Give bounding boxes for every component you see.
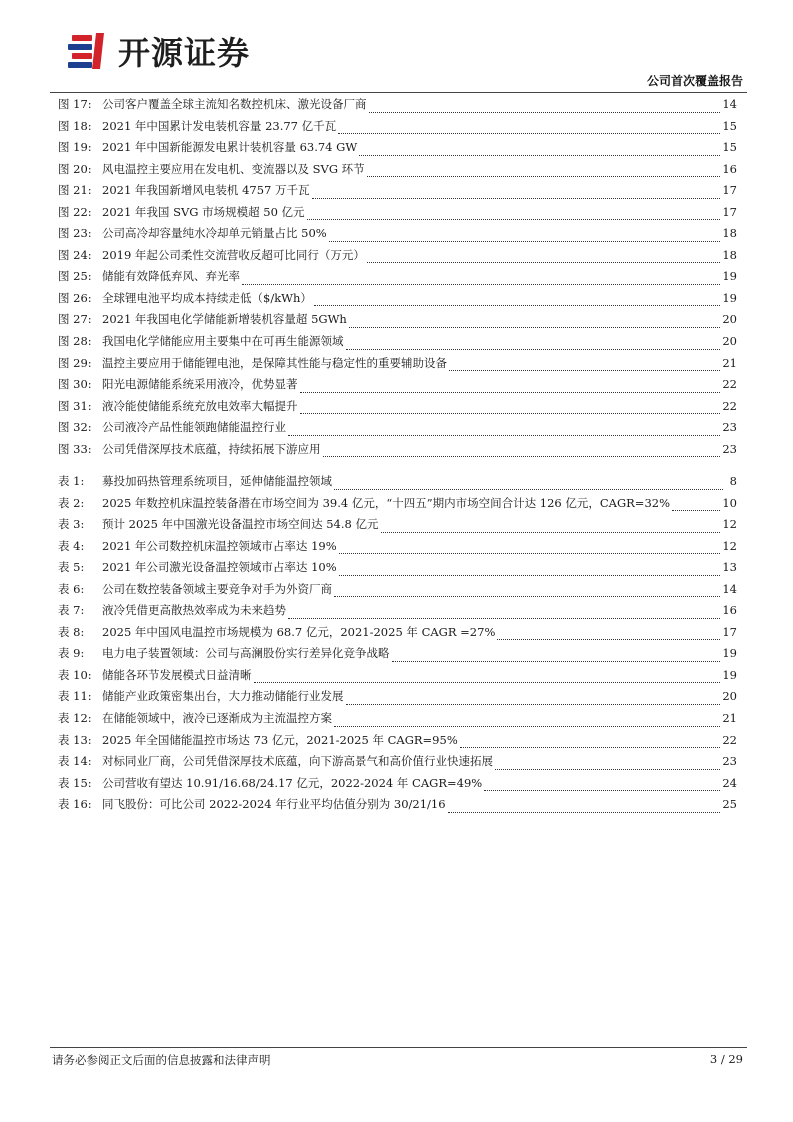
figure-entry[interactable] xyxy=(58,290,737,312)
table-entry-page: 12 xyxy=(722,538,737,553)
table-entry-label: 表 6: xyxy=(58,581,85,596)
table-entry-label: 表 14: xyxy=(58,754,92,769)
figure-entry-title: 全球锂电池平均成本持续走低（$/kWh） xyxy=(102,290,312,305)
figure-entry-title: 2021 年中国累计发电装机容量 23.77 亿千瓦 xyxy=(102,118,337,133)
table-entry-page: 22 xyxy=(722,732,737,747)
dot-leader xyxy=(392,660,721,662)
dot-leader xyxy=(497,638,720,640)
dot-leader xyxy=(672,509,720,511)
table-entry-page: 25 xyxy=(722,797,737,812)
dot-leader xyxy=(334,595,720,597)
figure-entry-page: 23 xyxy=(722,441,737,456)
table-entry-title: 预计 2025 年中国激光设备温控市场空间达 54.8 亿元 xyxy=(102,517,379,532)
figure-entry-label: 图 24: xyxy=(58,247,92,262)
dot-leader xyxy=(312,197,721,199)
figure-entry-page: 20 xyxy=(722,334,737,349)
figure-entry-page: 19 xyxy=(722,290,737,305)
brand-logo xyxy=(66,28,250,74)
table-entry-title: 公司营收有望达 10.91/16.68/24.17 亿元，2022-2024 年 CAGR=49% xyxy=(102,775,483,790)
table-entry[interactable] xyxy=(58,516,737,538)
figure-entry-title: 2021 年我国新增风电装机 4757 万千瓦 xyxy=(102,183,310,198)
table-entry-label: 表 4: xyxy=(58,538,85,553)
table-entry[interactable] xyxy=(58,645,737,667)
figure-entry[interactable] xyxy=(58,161,737,183)
table-entry-label: 表 16: xyxy=(58,797,92,812)
table-entry[interactable] xyxy=(58,559,737,581)
table-entry-label: 表 15: xyxy=(58,775,92,790)
figure-entry-label: 图 25: xyxy=(58,269,92,284)
table-entry[interactable] xyxy=(58,602,737,624)
figure-entry-page: 15 xyxy=(722,118,737,133)
header-divider xyxy=(50,92,747,93)
table-entry[interactable] xyxy=(58,796,737,818)
table-entry[interactable] xyxy=(58,732,737,754)
report-type-label: 公司首次覆盖报告 xyxy=(646,74,743,88)
dot-leader xyxy=(300,391,721,393)
brand-name: 开源证券 xyxy=(118,34,251,72)
dot-leader xyxy=(307,218,721,220)
figure-entry[interactable] xyxy=(58,376,737,398)
table-entry-page: 12 xyxy=(722,517,737,532)
figure-entry[interactable] xyxy=(58,398,737,420)
figure-entry[interactable] xyxy=(58,139,737,161)
figure-entry-title: 温控主要应用于储能锂电池，是保障其性能与稳定性的重要辅助设备 xyxy=(102,355,447,370)
table-entry-label: 表 9: xyxy=(58,646,85,661)
figure-entry-page: 17 xyxy=(722,183,737,198)
table-entry-page: 16 xyxy=(722,603,737,618)
dot-leader xyxy=(254,681,721,683)
table-entry-title: 储能产业政策密集出台，大力推动储能行业发展 xyxy=(102,689,344,704)
figure-entry[interactable] xyxy=(58,441,737,463)
table-entry-label: 表 8: xyxy=(58,624,85,639)
dot-leader xyxy=(448,811,721,813)
figure-entry[interactable] xyxy=(58,311,737,333)
dot-leader xyxy=(381,531,721,533)
dot-leader xyxy=(495,768,720,770)
footer-disclaimer: 请务必参阅正文后面的信息披露和法律声明 xyxy=(52,1053,271,1067)
table-entry-title: 2025 年中国风电温控市场规模为 68.7 亿元，2021-2025 年 CAGR =27% xyxy=(102,624,496,639)
figure-entry-title: 2021 年我国 SVG 市场规模超 50 亿元 xyxy=(102,204,305,219)
dot-leader xyxy=(334,725,720,727)
figure-entry-title: 2019 年起公司柔性交流营收反超可比同行（万元） xyxy=(102,247,365,262)
figure-entry-page: 22 xyxy=(722,398,737,413)
dot-leader xyxy=(349,326,721,328)
table-entry-label: 表 1: xyxy=(58,474,85,488)
figure-entry-page: 15 xyxy=(722,140,737,155)
kaiyuan-logo-icon xyxy=(66,29,110,73)
figure-entry-title: 公司客户覆盖全球主流知名数控机床、激光设备厂商 xyxy=(102,97,367,111)
dot-leader xyxy=(460,746,721,748)
figure-entry-label: 图 27: xyxy=(58,312,92,327)
figure-entry-page: 14 xyxy=(722,97,737,111)
figure-entry-title: 阳光电源储能系统采用液冷，优势显著 xyxy=(102,377,298,392)
table-entry-page: 14 xyxy=(722,581,737,596)
figure-entry-label: 图 30: xyxy=(58,377,92,392)
table-entry-label: 表 7: xyxy=(58,603,85,618)
figure-entry-label: 图 31: xyxy=(58,398,92,413)
table-entry[interactable] xyxy=(58,688,737,710)
dot-leader xyxy=(367,175,721,177)
dot-leader xyxy=(369,111,721,113)
figure-entry-label: 图 23: xyxy=(58,226,92,241)
table-entry-title: 同飞股份：可比公司 2022-2024 年行业平均估值分别为 30/21/16 xyxy=(102,797,446,812)
table-entry-title: 液冷凭借更高散热效率成为未来趋势 xyxy=(102,603,286,618)
figure-entry-page: 18 xyxy=(722,247,737,262)
table-entry-page: 23 xyxy=(722,754,737,769)
table-entry-label: 表 11: xyxy=(58,689,92,704)
figure-entry-label: 图 28: xyxy=(58,334,92,349)
figure-entry[interactable] xyxy=(58,268,737,290)
figure-entry-label: 图 32: xyxy=(58,420,92,435)
table-entry[interactable] xyxy=(58,473,737,495)
figure-entry[interactable] xyxy=(58,96,737,118)
table-entry[interactable] xyxy=(58,624,737,646)
table-entry-title: 募投加码热管理系统项目，延伸储能温控领域 xyxy=(102,474,332,488)
table-entry[interactable] xyxy=(58,775,737,797)
figure-entry[interactable] xyxy=(58,118,737,140)
dot-leader xyxy=(484,789,720,791)
figure-entry-page: 18 xyxy=(722,226,737,241)
figure-entry-page: 21 xyxy=(722,355,737,370)
dot-leader xyxy=(329,240,721,242)
figure-entry-label: 图 26: xyxy=(58,290,92,305)
table-entry[interactable] xyxy=(58,581,737,603)
figure-entry-label: 图 18: xyxy=(58,118,92,133)
figure-entry-label: 图 20: xyxy=(58,161,92,176)
table-entry-title: 2025 年全国储能温控市场达 73 亿元，2021-2025 年 CAGR=95% xyxy=(102,732,458,747)
figure-entry-title: 液冷能使储能系统充放电效率大幅提升 xyxy=(102,398,298,413)
table-entry-title: 对标同业厂商，公司凭借深厚技术底蕴，向下游高景气和高价值行业快速拓展 xyxy=(102,754,493,769)
table-entry-title: 在储能领域中，液冷已逐渐成为主流温控方案 xyxy=(102,711,332,726)
page-number: 3 / 29 xyxy=(709,1052,743,1066)
dot-leader xyxy=(323,455,721,457)
figure-entry-title: 储能有效降低弃风、弃光率 xyxy=(102,269,240,284)
dot-leader xyxy=(242,283,720,285)
figure-entry-label: 图 33: xyxy=(58,441,92,456)
table-entry-label: 表 13: xyxy=(58,732,92,747)
table-entry-page: 17 xyxy=(722,624,737,639)
table-entry[interactable] xyxy=(58,710,737,732)
dot-leader xyxy=(338,132,720,134)
figure-entry-page: 23 xyxy=(722,420,737,435)
figure-entry-label: 图 21: xyxy=(58,183,92,198)
table-entry[interactable] xyxy=(58,538,737,560)
figure-entry-title: 2021 年我国电化学储能新增装机容量超 5GWh xyxy=(102,312,347,327)
figure-entry-page: 22 xyxy=(722,377,737,392)
figure-entry-label: 图 19: xyxy=(58,140,92,155)
dot-leader xyxy=(300,412,721,414)
table-entry-label: 表 5: xyxy=(58,560,85,575)
dot-leader xyxy=(314,304,720,306)
figure-entry-page: 16 xyxy=(722,161,737,176)
dot-leader xyxy=(334,488,723,490)
table-entry-page: 20 xyxy=(722,689,737,704)
dot-leader xyxy=(346,703,721,705)
figure-entry-page: 20 xyxy=(722,312,737,327)
dot-leader xyxy=(339,574,721,576)
figure-entry[interactable] xyxy=(58,419,737,441)
table-entry-label: 表 3: xyxy=(58,517,85,532)
dot-leader xyxy=(346,348,721,350)
dot-leader xyxy=(288,617,720,619)
table-entry-title: 公司在数控装备领域主要竞争对手为外资厂商 xyxy=(102,581,332,596)
dot-leader xyxy=(288,434,720,436)
figure-entry-page: 19 xyxy=(722,269,737,284)
table-entry-title: 储能各环节发展模式日益清晰 xyxy=(102,667,252,682)
dot-leader xyxy=(339,552,721,554)
table-entry-title: 2021 年公司数控机床温控领域市占率达 19% xyxy=(102,538,337,553)
figure-entry-label: 图 17: xyxy=(58,97,92,111)
figure-entry[interactable] xyxy=(58,355,737,377)
table-entry-page: 10 xyxy=(722,495,737,510)
table-entry-page: 13 xyxy=(722,560,737,575)
figure-entry-label: 图 22: xyxy=(58,204,92,219)
table-entry-page: 19 xyxy=(722,646,737,661)
figure-entry[interactable] xyxy=(58,204,737,226)
figure-entry-title: 风电温控主要应用在发电机、变流器以及 SVG 环节 xyxy=(102,161,365,176)
figure-entry-title: 公司液冷产品性能领跑储能温控行业 xyxy=(102,420,286,435)
table-entry-label: 表 10: xyxy=(58,667,92,682)
figure-entry[interactable] xyxy=(58,182,737,204)
dot-leader xyxy=(359,154,720,156)
footer-divider xyxy=(50,1047,747,1048)
figure-list xyxy=(58,96,737,462)
table-entry-title: 2021 年公司激光设备温控领域市占率达 10% xyxy=(102,560,337,575)
table-entry-page: 8 xyxy=(729,474,737,488)
table-entry-label: 表 2: xyxy=(58,495,85,510)
figure-entry-title: 2021 年中国新能源发电累计装机容量 63.74 GW xyxy=(102,140,358,155)
table-entry-title: 电力电子装置领域：公司与高澜股份实行差异化竞争战略 xyxy=(102,646,390,661)
table-entry[interactable] xyxy=(58,753,737,775)
table-list xyxy=(58,473,737,818)
figure-entry-title: 我国电化学储能应用主要集中在可再生能源领域 xyxy=(102,334,344,349)
table-entry[interactable] xyxy=(58,495,737,517)
table-entry[interactable] xyxy=(58,667,737,689)
table-entry-page: 24 xyxy=(722,775,737,790)
dot-leader xyxy=(367,261,720,263)
figure-entry-title: 公司高冷却容量纯水冷却单元销量占比 50% xyxy=(102,226,327,241)
figure-entry[interactable] xyxy=(58,225,737,247)
table-entry-page: 19 xyxy=(722,667,737,682)
figure-entry-label: 图 29: xyxy=(58,355,92,370)
figure-entry[interactable] xyxy=(58,333,737,355)
table-entry-page: 21 xyxy=(722,711,737,726)
figure-entry[interactable] xyxy=(58,247,737,269)
figure-entry-page: 17 xyxy=(722,204,737,219)
dot-leader xyxy=(449,369,720,371)
table-entry-title: 2025 年数控机床温控装备潜在市场空间为 39.4 亿元，“十四五”期内市场空间合计达 126 亿元，CAGR=32% xyxy=(102,495,670,510)
table-entry-label: 表 12: xyxy=(58,711,92,726)
figure-entry-title: 公司凭借深厚技术底蕴，持续拓展下游应用 xyxy=(102,441,321,456)
